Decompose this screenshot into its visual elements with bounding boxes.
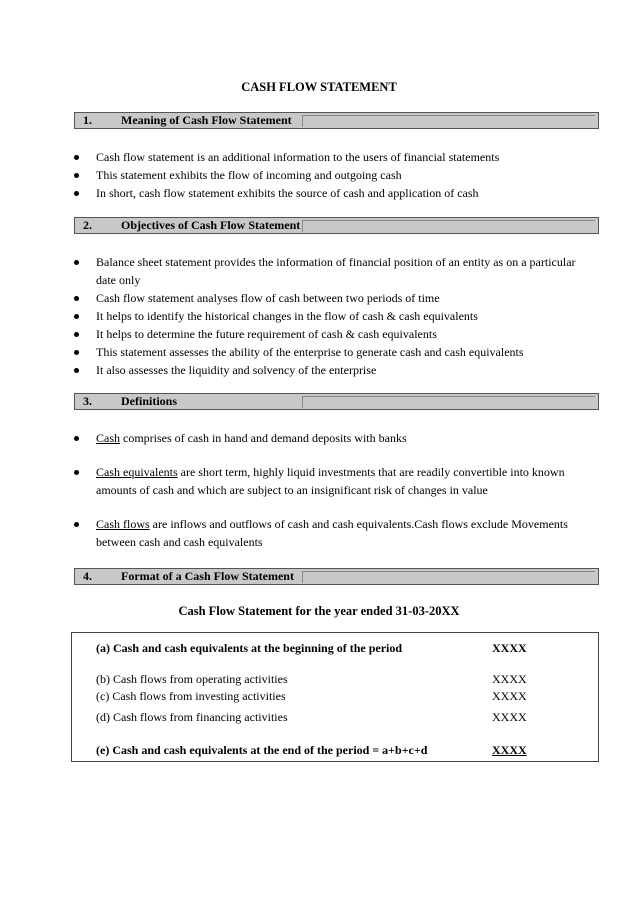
row-label: (a) Cash and cash equivalents at the beginning of the period: [96, 641, 403, 655]
row-label: (d) Cash flows from financing activities: [96, 710, 288, 724]
list-item: This statement exhibits the flow of incoming and outgoing cash: [0, 166, 600, 184]
section-heading: Definitions: [121, 394, 178, 408]
header-decoration: [302, 220, 595, 232]
row-label: (b) Cash flows from operating activities: [96, 672, 288, 686]
list-item: [0, 515, 600, 551]
list-item: It also assesses the liquidity and solvency of the enterprise: [0, 361, 600, 379]
row-label: (e) Cash and cash equivalents at the end of the period = a+b+c+d: [96, 743, 428, 757]
section-3-header: [74, 393, 599, 410]
section-2-bullets: [0, 253, 600, 379]
definition-term: Cash: [96, 431, 120, 445]
section-4-header: [74, 568, 599, 585]
section-number: 4.: [83, 569, 92, 583]
list-item: Cash flow statement is an additional information to the users of financial statements: [0, 148, 600, 166]
format-table: [71, 632, 599, 762]
definition-cash-flows: [0, 515, 600, 551]
section-heading: Format of a Cash Flow Statement: [121, 569, 294, 583]
row-label: (c) Cash flows from investing activities: [96, 689, 286, 703]
section-heading: Meaning of Cash Flow Statement: [121, 113, 292, 127]
definition-term: Cash equivalents: [96, 465, 178, 479]
list-item: [0, 463, 600, 499]
list-item: It helps to identify the historical changes in the flow of cash & cash equivalents: [0, 307, 600, 325]
section-1-bullets: [0, 148, 600, 202]
section-number: 3.: [83, 394, 92, 408]
definition-text: are short term, highly liquid investments that are readily convertible into known amounts of cash and which are subject to an insignificant risk of changes in value: [96, 465, 565, 497]
section-number: 1.: [83, 113, 92, 127]
list-item: It helps to determine the future requirement of cash & cash equivalents: [0, 325, 600, 343]
definition-text: are inflows and outflows of cash and cash equivalents.Cash flows exclude Movements between cash and cash equivalents: [96, 517, 568, 549]
section-heading: Objectives of Cash Flow Statement: [121, 218, 301, 232]
row-amount: XXXX: [492, 743, 527, 757]
list-item: [0, 429, 600, 447]
section-number: 2.: [83, 218, 92, 232]
row-amount: XXXX: [492, 710, 527, 724]
definition-cash-equivalents: [0, 463, 600, 499]
section-1-header: [74, 112, 599, 129]
header-decoration: [302, 396, 595, 408]
row-amount: XXXX: [492, 689, 527, 703]
list-item: Cash flow statement analyses flow of cash between two periods of time: [0, 289, 600, 307]
row-amount: XXXX: [492, 672, 527, 686]
definition-cash: [0, 429, 600, 447]
document-title: CASH FLOW STATEMENT: [241, 80, 397, 94]
list-item: This statement assesses the ability of the enterprise to generate cash and cash equivalents: [0, 343, 600, 361]
list-item-text: Balance sheet statement provides the information of financial position of an entity as on a particular date only: [96, 255, 576, 287]
definition-text: comprises of cash in hand and demand deposits with banks: [120, 431, 407, 445]
header-decoration: [302, 115, 595, 127]
section-2-header: [74, 217, 599, 234]
definition-term: Cash flows: [96, 517, 150, 531]
format-subtitle: Cash Flow Statement for the year ended 31-03-20XX: [178, 604, 460, 618]
header-decoration: [302, 571, 595, 583]
row-amount: XXXX: [492, 641, 527, 655]
list-item: [0, 253, 600, 289]
list-item: In short, cash flow statement exhibits the source of cash and application of cash: [0, 184, 600, 202]
